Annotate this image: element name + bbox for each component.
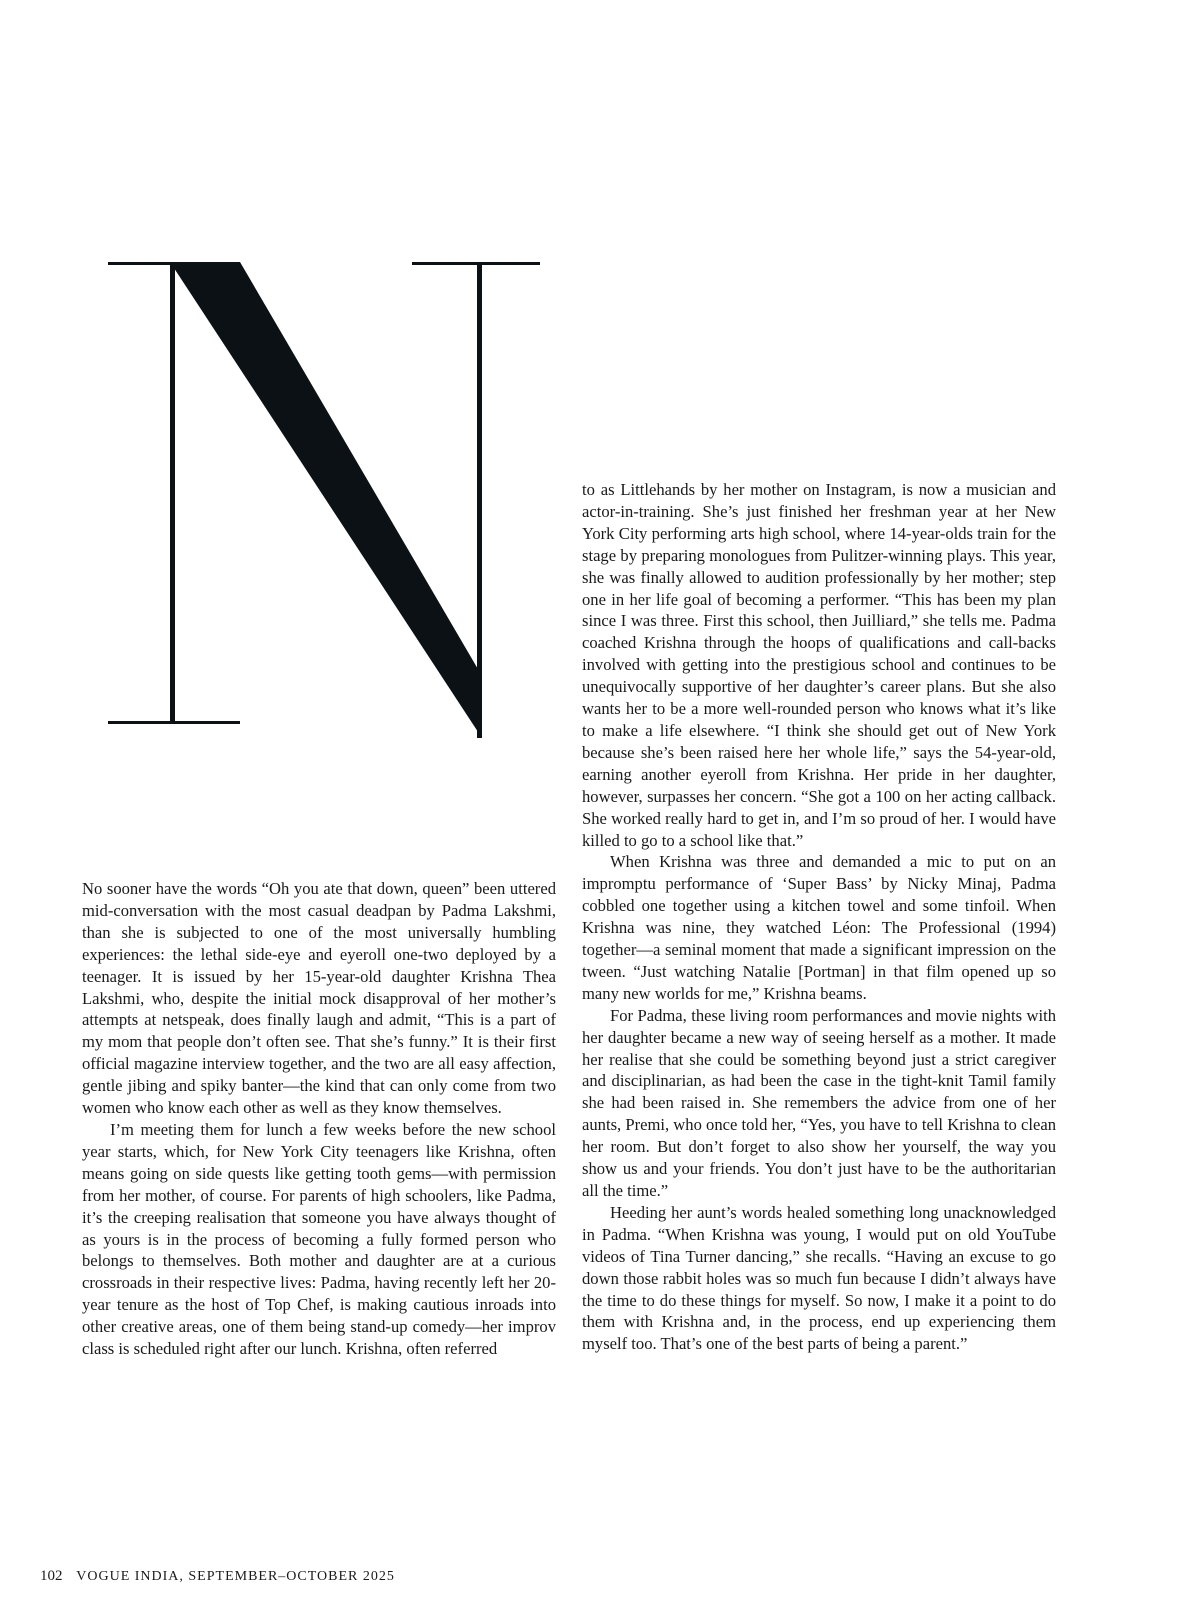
article-paragraph: Heeding her aunt’s words healed something long unacknowledged in Padma. “When Krishna was young, I would put on old YouTube videos of Tina Turner dancing,” she recalls. “Having an excuse to go down those rabbit holes was so much fun because I didn’t always have the time to do these things for myself. So now, I make it a point to do them with Krishna and, in the process, end up experiencing them myself too. That’s one of the best parts of being a parent.” [582, 1202, 1056, 1354]
article-paragraph: I’m meeting them for lunch a few weeks before the new school year starts, which, for New York City teenagers like Krishna, often means going on side quests like getting tooth gems—with permission from her mother, of course. For parents of high schoolers, like Padma, it’s the creeping realisation that someone you have always thought of as yours is in the process of becoming a fully formed person who belongs to themselves. Both mother and daughter are at a curious crossroads in their respective lives: Padma, having recently left her 20-year tenure as the host of Top Chef, is making cautious inroads into other creative areas, one of them being stand-up comedy—her improv class is scheduled right after our lunch. Krishna, often referred [82, 1119, 556, 1359]
publication-line: VOGUE INDIA, SEPTEMBER–OCTOBER 2025 [76, 1569, 395, 1584]
article-column-right [582, 479, 1056, 1355]
page-footer [40, 1568, 395, 1585]
article-column-left [82, 878, 556, 1360]
article-paragraph: For Padma, these living room performances and movie nights with her daughter became a new way of seeing herself as a mother. It made her realise that she could be something beyond just a strict caregiver and disciplinarian, as had been the case in the tight-knit Tamil family she had been raised in. She remembers the advice from one of her aunts, Premi, who once told her, “Yes, you have to tell Krishna to clean her room. But don’t forget to also show her yourself, the way you show us and your friends. You don’t just have to be the authoritarian all the time.” [582, 1005, 1056, 1200]
drop-cap-letter-n [104, 258, 544, 748]
article-paragraph: When Krishna was three and demanded a mic to put on an impromptu performance of ‘Super Bass’ by Nicky Minaj, Padma cobbled one together using a kitchen towel and some tinfoil. When Krishna was nine, they watched Léon: The Professional (1994) together—a seminal moment that made a significant impression on the tween. “Just watching Natalie [Portman] in that film opened up so many new worlds for me,” Krishna beams. [582, 852, 1056, 1003]
article-paragraph: to as Littlehands by her mother on Instagram, is now a musician and actor-in-training. She’s just finished her freshman year at her New York City performing arts high school, where 14-year-olds train for the stage by preparing monologues from Pulitzer-winning plays. This year, she was finally allowed to audition professionally by her mother; step one in her life goal of becoming a performer. “This has been my plan since I was three. First this school, then Juilliard,” she tells me. Padma coached Krishna through the hoops of qualifications and call-backs involved with getting into the prestigious school and continues to be unequivocally supportive of her daughter’s career plans. But she also wants her to be a more well-rounded person who knows what it’s like to make a life elsewhere. “I think she should get out of New York because she’s been raised here her whole life,” says the 54-year-old, earning another eyeroll from Krishna. Her pride in her daughter, however, surpasses her concern. “She got a 100 on her acting callback. She worked really hard to get in, and I’m so proud of her. I would have killed to go to a school like that.” [582, 480, 1056, 850]
article-paragraph: No sooner have the words “Oh you ate that down, queen” been uttered mid-conversation with the most casual deadpan by Padma Lakshmi, than she is subjected to one of the most universally humbling experiences: the lethal side-eye and eyeroll one-two deployed by a teenager. It is issued by her 15-year-old daughter Krishna Thea Lakshmi, who, despite the initial mock disapproval of her mother’s attempts at netspeak, does finally laugh and admit, “This is a part of my mom that people don’t often see. That she’s funny.” It is their first official magazine interview together, and the two are all easy affection, gentle jibing and spiky banter—the kind that can only come from two women who know each other as well as they know themselves. [82, 879, 556, 1118]
page-number: 102 [40, 1568, 63, 1584]
